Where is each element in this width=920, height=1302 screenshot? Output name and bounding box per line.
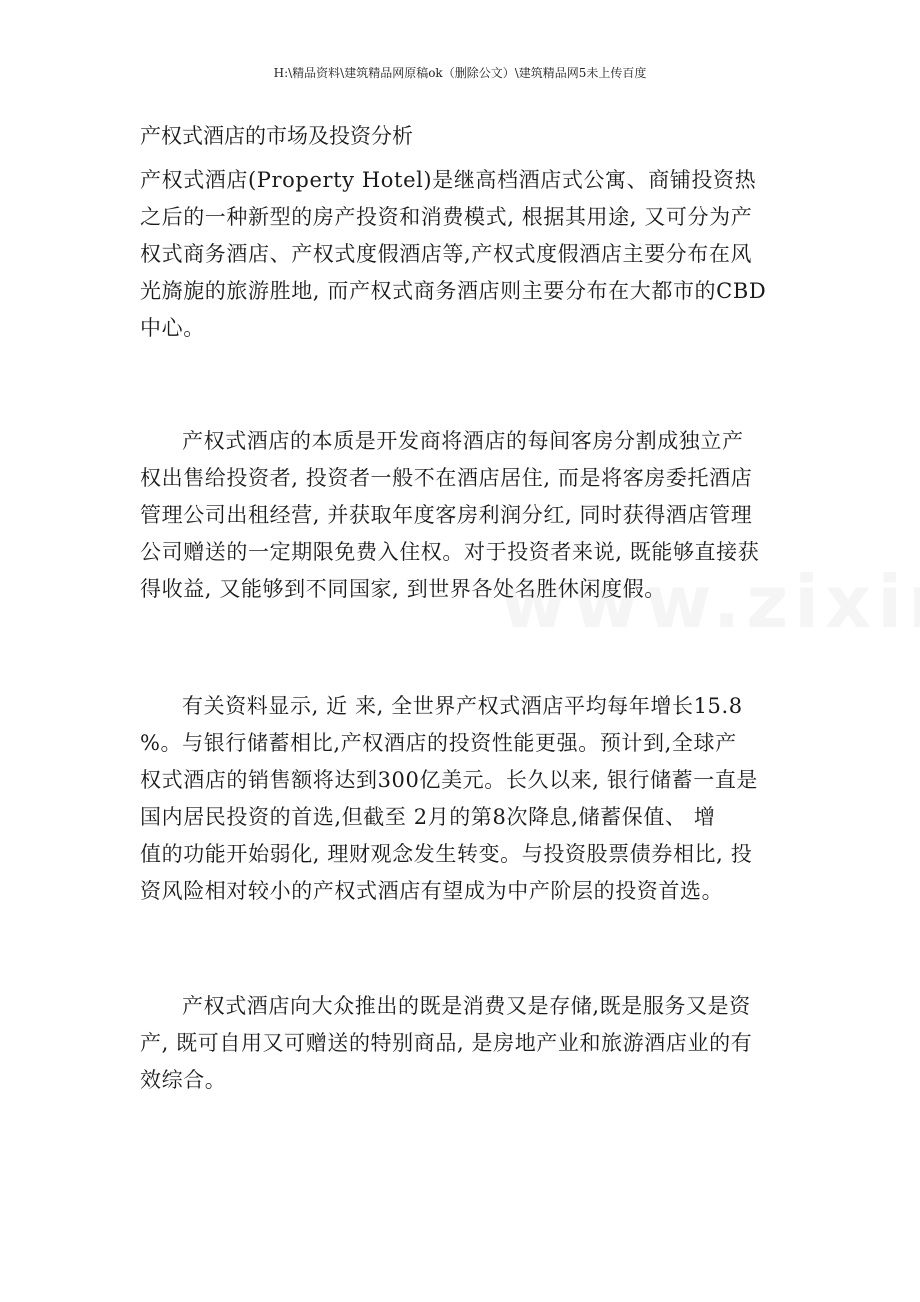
paragraph-line: 光旖旎的旅游胜地, 而产权式商务酒店则主要分布在大都市的CBD	[140, 279, 767, 303]
paragraph-line: 管理公司出租经营, 并获取年度客房利润分红, 同时获得酒店管理	[140, 503, 753, 527]
paragraph-line: 国内居民投资的首选,但截至 2月的第8次降息,储蓄保值、 增	[140, 805, 716, 829]
paragraph-line: 效综合。	[140, 1068, 227, 1092]
paragraph-line: 产, 既可自用又可赠送的特别商品, 是房地产业和旅游酒店业的有	[140, 1031, 753, 1055]
paragraph-line: 权式商务酒店、产权式度假酒店等,产权式度假酒店主要分布在风	[140, 242, 753, 266]
paragraph-line: %。与银行储蓄相比,产权酒店的投资性能更强。预计到,全球产	[140, 731, 737, 755]
paragraph-4	[140, 988, 788, 1099]
paragraph-line: 中心。	[140, 316, 205, 340]
paragraph-line: 产权式酒店向大众推出的既是消费又是存储,既是服务又是资	[182, 994, 751, 1018]
paragraph-line: 值的功能开始弱化, 理财观念发生转变。与投资股票债券相比, 投	[140, 842, 753, 866]
paragraph-line: 得收益, 又能够到不同国家, 到世界各处名胜休闲度假。	[140, 577, 666, 601]
paragraph-1	[140, 162, 788, 347]
page-header-path: H:\精品资料\建筑精品网原稿ok（删除公文）\建筑精品网5未上传百度	[273, 66, 647, 80]
paragraph-line: 产权式酒店(Property Hotel)是继高档酒店式公寓、商铺投资热	[140, 168, 757, 192]
paragraph-line: 权出售给投资者, 投资者一般不在酒店居住, 而是将客房委托酒店	[140, 466, 753, 490]
paragraph-line: 有关资料显示, 近 来, 全世界产权式酒店平均每年增长15.8	[182, 694, 743, 718]
paragraph-line: 产权式酒店的本质是开发商将酒店的每间客房分割成独立产	[182, 429, 744, 453]
paragraph-line: 公司赠送的一定期限免费入住权。对于投资者来说, 既能够直接获	[140, 540, 760, 564]
paragraph-line: 之后的一种新型的房产投资和消费模式, 根据其用途, 又可分为产	[140, 205, 753, 229]
paragraph-3	[140, 688, 788, 910]
document-title: 产权式酒店的市场及投资分析	[140, 124, 413, 148]
paragraph-line: 权式酒店的销售额将达到300亿美元。长久以来, 银行储蓄一直是	[140, 768, 759, 792]
paragraph-line: 资风险相对较小的产权式酒店有望成为中产阶层的投资首选。	[140, 879, 724, 903]
paragraph-2	[140, 423, 788, 608]
